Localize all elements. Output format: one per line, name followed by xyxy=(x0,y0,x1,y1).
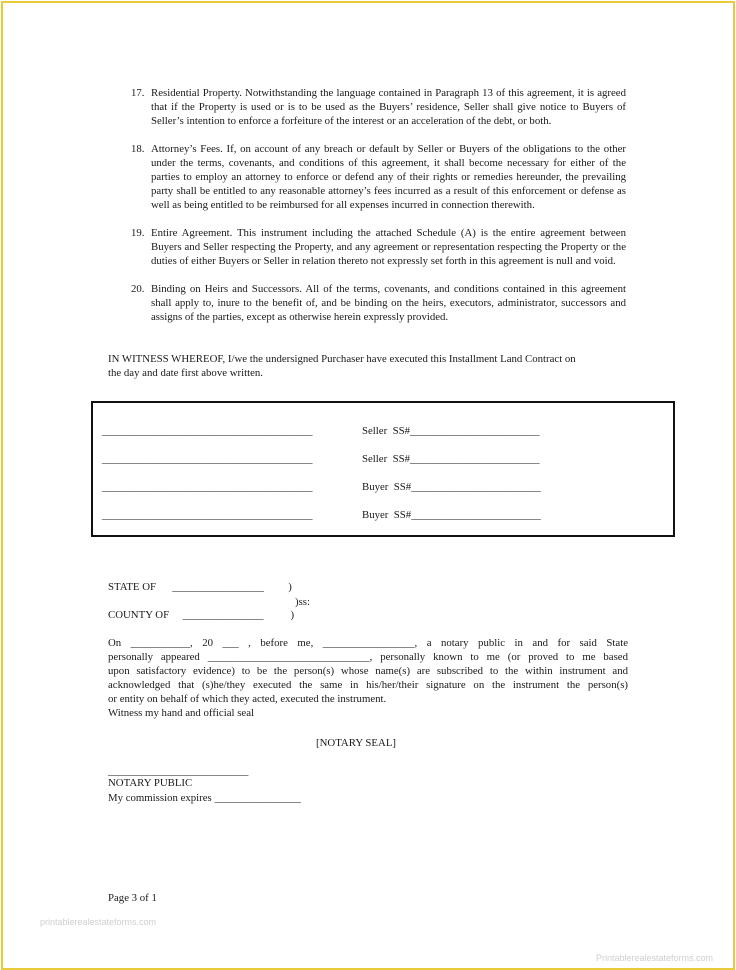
notary-line: Witness my hand and official seal xyxy=(108,707,254,719)
notary-line: On ___________, 20 ___ , before me, _________________, a notary public in and for said State xyxy=(108,637,628,649)
signature-line: _______________________________________ xyxy=(102,481,313,493)
signature-row xyxy=(102,508,541,564)
clause-text: Binding on Heirs and Successors. All of the terms, covenants, and conditions contained in this agreement shall apply to, inure to the benefit of, and be binding on the heirs, executors, administrator, successors and assigns of the parties, except as otherwise herein expressly provided. xyxy=(151,283,626,323)
signature-role: Seller SS#________________________ xyxy=(362,425,540,437)
witness-line-1: IN WITNESS WHEREOF, I/we the undersigned Purchaser have executed this Installment Land Contract on xyxy=(108,353,576,365)
notary-seal: [NOTARY SEAL] xyxy=(316,737,397,749)
clause-19 xyxy=(131,226,626,268)
county-of-line: COUNTY OF _______________ ) xyxy=(108,609,295,621)
ss-marker: )ss: xyxy=(295,596,310,608)
signature-line: _______________________________________ xyxy=(102,453,313,465)
witness-line-2: the day and date first above written. xyxy=(108,367,263,379)
signature-line: _______________________________________ xyxy=(102,425,313,437)
clause-number: 17. xyxy=(131,87,145,99)
notary-public-label: NOTARY PUBLIC xyxy=(108,777,193,789)
clause-text: Residential Property. Notwithstanding the language contained in Paragraph 13 of this agreement, it is agreed that if the Property is used or is to be used as the Buyers’ residence, Seller shall give notice to Buyers of Seller’s intention to enforce a forfeiture of the interest or an acceleration of the debt, or both. xyxy=(151,87,626,127)
clause-18 xyxy=(131,142,626,212)
notary-signature-line: __________________________ xyxy=(108,765,249,777)
notary-paragraph xyxy=(108,636,628,720)
page-number: Page 3 of 1 xyxy=(108,892,157,904)
clause-number: 20. xyxy=(131,283,145,295)
clause-number: 18. xyxy=(131,143,145,155)
notary-line: personally appeared ______________________________, personally known to me (or proved to me based xyxy=(108,651,628,663)
signature-role: Buyer SS#________________________ xyxy=(362,509,541,521)
commission-expires: My commission expires ________________ xyxy=(108,792,301,804)
notary-line: upon satisfactory evidence) to be the person(s) whose name(s) are subscribed to the within instrument and xyxy=(108,665,628,677)
watermark-left: printablerealestateforms.com xyxy=(40,917,157,927)
notary-line: or entity on behalf of which they acted, executed the instrument. xyxy=(108,693,387,705)
signature-line: _______________________________________ xyxy=(102,509,313,521)
watermark-right: Printablerealestateforms.com xyxy=(596,953,714,963)
clause-17 xyxy=(131,86,626,128)
notary-line: acknowledged that (s)he/they executed the same in his/her/their signature on the instrument the person(s) xyxy=(108,679,628,691)
clause-number: 19. xyxy=(131,227,145,239)
clause-text: Attorney’s Fees. If, on account of any breach or default by Seller or Buyers of the obligations to the other under the terms, covenants, and conditions of this agreement, it shall become necessary for either of the parties to employ an attorney to enforce or defend any of their rights or remedies hereunder, the prevailing party shall be entitled to any reasonable attorney’s fees incurred as a result of this enforcement or defense as well as being entitled to be reimbursed for all expenses incurred in connection therewith. xyxy=(151,143,626,211)
signature-box xyxy=(91,401,675,537)
signature-role: Seller SS#________________________ xyxy=(362,453,540,465)
signature-role: Buyer SS#________________________ xyxy=(362,481,541,493)
clause-text: Entire Agreement. This instrument including the attached Schedule (A) is the entire agreement between Buyers and Seller respecting the Property, and any agreement or representation respecting the Property or the duties of either Buyers or Seller in relation thereto not expressly set forth in this agreement is null and void. xyxy=(151,227,626,267)
state-of-line: STATE OF _________________ ) xyxy=(108,581,292,593)
clause-20 xyxy=(131,282,626,324)
